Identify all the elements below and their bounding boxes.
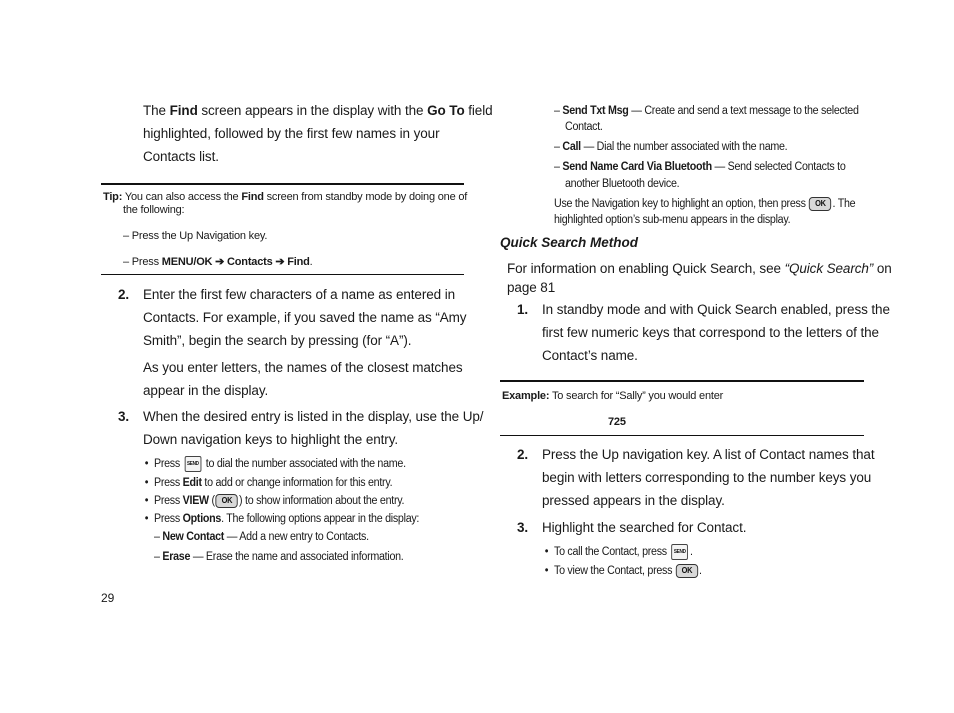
qs-step-2-line-3: pressed appears in the display. (542, 493, 725, 508)
option-erase: – Erase — Erase the name and associated information. (154, 551, 404, 563)
step-3-line-2: Down navigation keys to highlight the entry. (143, 432, 399, 447)
section-heading: Quick Search Method (500, 235, 639, 250)
qs-step-3-number: 3. (517, 520, 529, 535)
bullet-options: • Press Options. The following options appear in the display: (154, 511, 419, 527)
option-send-txt-msg-cont: Contact. (565, 121, 603, 133)
step-3-number: 3. (118, 409, 130, 424)
option-call: – Call — Dial the number associated with the name. (554, 141, 788, 153)
bullet-call-contact: • To call the Contact, press SEND . (554, 544, 693, 560)
nav-instruction-line-2: highlighted option’s sub-menu appears in the display. (554, 214, 791, 226)
option-send-txt-msg: – Send Txt Msg — Create and send a text message to the selected (554, 105, 859, 117)
ok-key-icon: OK (216, 494, 238, 508)
send-key-icon: SEND (185, 456, 202, 472)
intro-line-2: highlighted, followed by the first few names in your (143, 126, 440, 141)
tip-bottom-rule (101, 274, 464, 275)
qs-step-1-line-3: Contact’s name. (542, 348, 638, 363)
send-key-icon: SEND (671, 544, 688, 560)
qs-step-1-number: 1. (517, 302, 529, 317)
qs-step-1-line-1: In standby mode and with Quick Search enabled, press the (542, 302, 890, 317)
ok-key-icon: OK (676, 564, 698, 578)
info-line-1: For information on enabling Quick Search, see “Quick Search” on (507, 261, 892, 276)
step-2-line-1: Enter the first few characters of a name as entered in (143, 287, 456, 302)
info-line-2: page 81 (507, 280, 556, 295)
qs-step-2-number: 2. (517, 447, 529, 462)
bullet-view: • Press VIEW ( OK ) to show information about the entry. (154, 493, 404, 509)
option-send-name-card-cont: another Bluetooth device. (565, 178, 680, 190)
step-2-line-2: Contacts. For example, if you saved the name as “Amy (143, 310, 467, 325)
ok-key-icon: OK (809, 197, 831, 211)
example-code: 725 (608, 416, 626, 428)
tip-top-rule (101, 183, 464, 185)
qs-step-3-line-1: Highlight the searched for Contact. (542, 520, 747, 535)
example-line: Example: To search for “Sally” you would enter (502, 390, 724, 402)
page-number: 29 (101, 591, 115, 605)
bullet-view-contact: • To view the Contact, press OK . (554, 563, 702, 579)
intro-line-1: The Find screen appears in the display with the Go To field (143, 103, 493, 118)
option-new-contact: – New Contact — Add a new entry to Contacts. (154, 531, 369, 543)
tip-step-1: – Press the Up Navigation key. (123, 230, 268, 242)
qs-step-1-line-2: first few numeric keys that correspond to the letters of the (542, 325, 879, 340)
example-bottom-rule (500, 435, 864, 436)
intro-line-3: Contacts list. (143, 149, 219, 164)
tip-line-2: the following: (123, 204, 185, 216)
step-2-line-4: As you enter letters, the names of the closest matches (143, 360, 463, 375)
step-3-line-1: When the desired entry is listed in the display, use the Up/ (143, 409, 484, 424)
step-2-number: 2. (118, 287, 130, 302)
bullet-send: • Press SEND to dial the number associated with the name. (154, 456, 406, 472)
option-send-name-card: – Send Name Card Via Bluetooth — Send selected Contacts to (554, 161, 846, 173)
step-2-line-3: Smith”, begin the search by pressing (for “A”). (143, 333, 412, 348)
bullet-edit: • Press Edit to add or change information for this entry. (154, 475, 392, 491)
qs-step-2-line-2: begin with letters corresponding to the number keys you (542, 470, 872, 485)
tip-step-2: – Press MENU/OK ➔ Contacts ➔ Find. (123, 256, 313, 268)
tip-line-1: Tip: You can also access the Find screen from standby mode by doing one of (103, 191, 468, 203)
qs-step-2-line-1: Press the Up navigation key. A list of Contact names that (542, 447, 875, 462)
nav-instruction-line-1: Use the Navigation key to highlight an option, then press OK . The (554, 198, 856, 210)
example-top-rule (500, 380, 864, 382)
step-2-line-5: appear in the display. (143, 383, 269, 398)
